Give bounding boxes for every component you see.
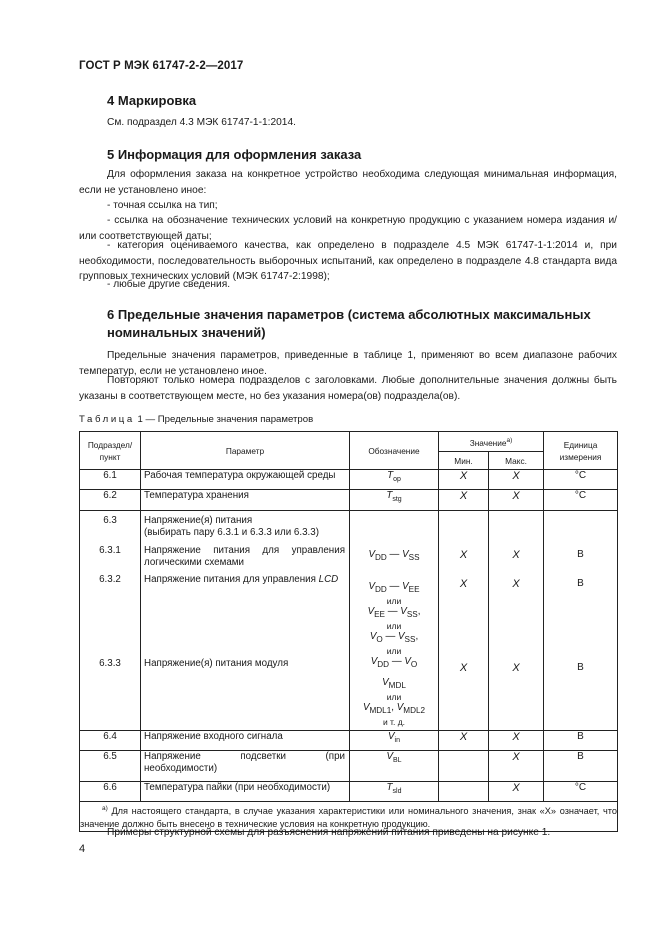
col-header-subsection: Подраздел/ пункт — [80, 432, 141, 470]
caption-prefix: Таблица — [79, 414, 135, 425]
section-6-title — [107, 306, 617, 342]
table-row: 6.6 Температура пайки (при необходимости) $T_{sld}$ X °C — [80, 781, 618, 801]
table-row: 6.1 Рабочая температура окружающей среды $T_{op}$ X X °C — [80, 470, 618, 490]
table-row: 6.4 Напряжение входного сигнала $V_{in}$ X X В — [80, 730, 618, 750]
section-4-text: См. подраздел 4.3 МЭК 61747-1-1:2014. — [107, 117, 296, 128]
section-5-intro: Для оформления заказа на конкретное устройство необходима следующая минимальная информация, если не установлено иное: — [79, 169, 617, 196]
section-6-para: Предельные значения параметров, приведенные в таблице 1, применяют во всем диапазоне рабочих температур, если не установлено иное. — [79, 350, 617, 377]
section-5-item: - ссылка на обозначение технических условий на конкретную продукцию с указанием номера издания и/или соответствующей даты; — [79, 215, 617, 242]
table-header-row — [80, 432, 618, 452]
section-5-item: - категория оцениваемого качества, как определено в подразделе 4.5 МЭК 61747-1-1:2014 и, при необходимости, последовательность выборочных испытаний, как определено в подразделе 4.8 стандарта вида групповых технических условий (МЭК 61747-2:1998); — [79, 240, 617, 282]
caption-text: 1 — Предельные значения параметров — [137, 414, 314, 425]
col-header-parameter: Параметр — [141, 432, 350, 470]
closing-paragraph: Примеры структурной схемы для разъяснения напряжений питания приведены на рисунке 1. — [107, 827, 551, 838]
table-row: 6.2 Температура хранения $T_{stg}$ X X °C — [80, 490, 618, 511]
standard-header: ГОСТ Р МЭК 61747-2-2—2017 — [79, 60, 244, 72]
table-row-group: 6.3 6.3.1 6.3.2 6.3.3 Напряжение(я) питания (выбирать пару 6.3.1 и 6.3.3 или 6.3.3) Напряжение питания для управления логическими схемами Напряжение питания для управления LCD Напряжение(я) питания модуля $V_{DD}$ — $V_{SS}$ $V_{DD}$ — $V_{EE}$ или $V_{EE}$ — $V_{SS}$, или $V_O$ — $V_{SS}$, или $V_{DD}$ — $V_O$ $V_{MDL}$ или $V_{MDL1}$, $V_{MDL2}$ и т. д. X X X X X X В В В — [80, 511, 618, 731]
col-header-max: Макс. — [489, 452, 544, 470]
col-header-designation: Обозначение — [350, 432, 439, 470]
section-6-para: Повторяют только номера подразделов с заголовками. Любые дополнительные значения должны быть указаны в соответствующем месте, но без указания номера(ов) подраздела(ов). — [79, 375, 617, 402]
table-footnote: $^{а)}$ Для настоящего стандарта, в случае указания характеристики или номинального значения, знак «X» означает, что значение должно быть внесено в технические условия на конкретную продукцию. — [80, 801, 618, 831]
section-5-item: - любые другие сведения. — [107, 279, 231, 290]
section-5-item: - точная ссылка на тип; — [107, 200, 218, 211]
page-number: 4 — [79, 843, 86, 855]
section-6-title-line: 6 Предельные значения параметров (система абсолютных максимальных — [107, 307, 591, 322]
section-4-title: 4 Маркировка — [107, 93, 197, 108]
section-5-title: 5 Информация для оформления заказа — [107, 147, 362, 162]
parameters-table — [79, 431, 618, 832]
table-row: 6.5 Напряжение подсветки (при необходимости) $V_{BL}$ X В — [80, 750, 618, 781]
section-6-title-line: номинальных значений) — [107, 325, 266, 340]
table-caption — [79, 414, 313, 425]
col-header-value: Значение$^{а)}$ — [439, 432, 544, 452]
col-header-min: Мин. — [439, 452, 489, 470]
col-header-unit: Единица измерения — [544, 432, 618, 470]
